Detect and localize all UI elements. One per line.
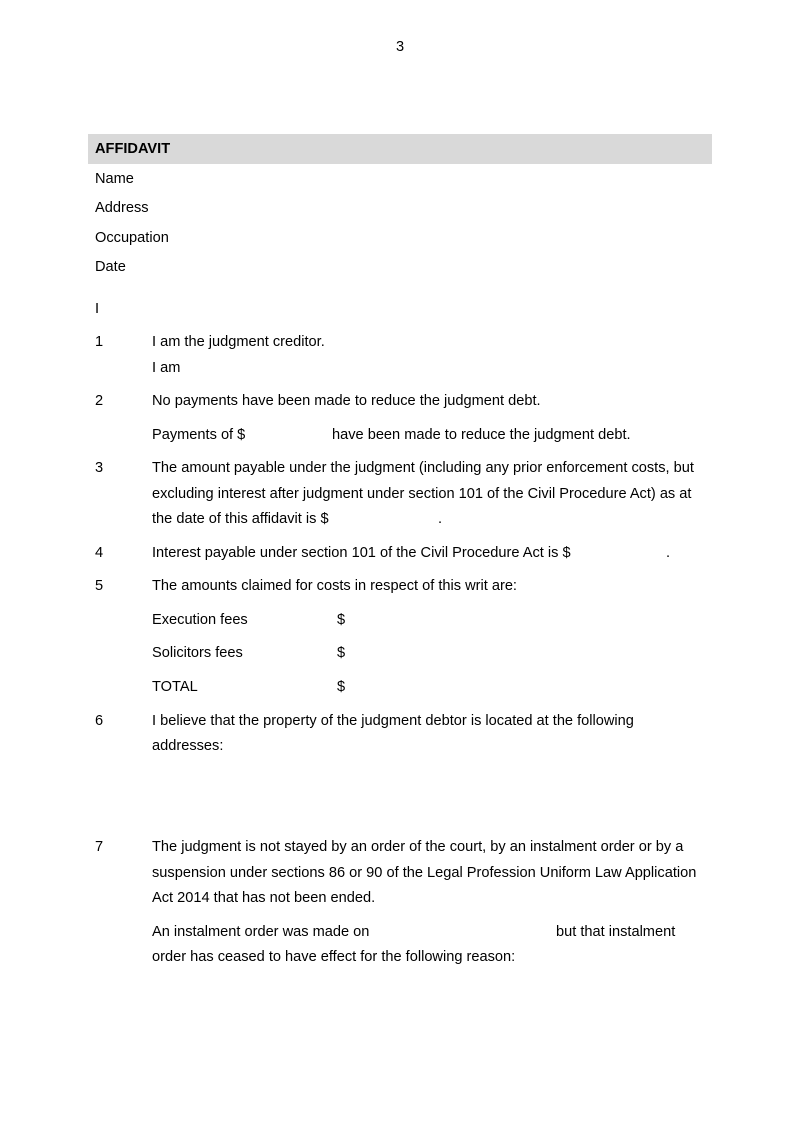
paragraph-3-line-2: excluding interest after judgment under section 101 of the Civil Procedure Act) as at bbox=[152, 486, 692, 502]
paragraph-number-2: 2 bbox=[95, 393, 104, 409]
date-label: Date bbox=[95, 259, 126, 275]
paragraph-3-line-3-end: . bbox=[438, 511, 443, 527]
total-label: TOTAL bbox=[152, 679, 198, 695]
paragraph-6-line-1: I believe that the property of the judgment debtor is located at the following bbox=[152, 713, 634, 729]
affidavit-header-bar bbox=[88, 134, 712, 164]
affidavit-title: AFFIDAVIT bbox=[95, 141, 171, 157]
paragraph-7-instalment-suffix: but that instalment bbox=[556, 924, 676, 940]
paragraph-2-payments-suffix: have been made to reduce the judgment debt. bbox=[332, 427, 631, 443]
paragraph-6-line-2: addresses: bbox=[152, 738, 224, 754]
paragraph-number-4: 4 bbox=[95, 545, 104, 561]
solicitors-fees-currency: $ bbox=[337, 645, 346, 661]
paragraph-1-line-2: I am bbox=[152, 360, 181, 376]
paragraph-4-line-1-end: . bbox=[666, 545, 671, 561]
paragraph-number-7: 7 bbox=[95, 839, 104, 855]
execution-fees-label: Execution fees bbox=[152, 612, 248, 628]
page-number: 3 bbox=[395, 39, 405, 55]
paragraph-2-payments-label: Payments of $ bbox=[152, 427, 246, 443]
paragraph-3-line-3: the date of this affidavit is $ bbox=[152, 511, 329, 527]
paragraph-3-line-1: The amount payable under the judgment (including any prior enforcement costs, but bbox=[152, 460, 694, 476]
solicitors-fees-label: Solicitors fees bbox=[152, 645, 243, 661]
execution-fees-currency: $ bbox=[337, 612, 346, 628]
paragraph-number-1: 1 bbox=[95, 334, 104, 350]
paragraph-5-line-1: The amounts claimed for costs in respect of this writ are: bbox=[152, 578, 517, 594]
occupation-label: Occupation bbox=[95, 230, 169, 246]
address-label: Address bbox=[95, 200, 149, 216]
paragraph-number-3: 3 bbox=[95, 460, 104, 476]
total-currency: $ bbox=[337, 679, 346, 695]
paragraph-4-line-1: Interest payable under section 101 of the Civil Procedure Act is $ bbox=[152, 545, 571, 561]
paragraph-7-line-2: suspension under sections 86 or 90 of the Legal Profession Uniform Law Application bbox=[152, 865, 697, 881]
paragraph-2-line-1: No payments have been made to reduce the judgment debt. bbox=[152, 393, 541, 409]
paragraph-7-line-5: order has ceased to have effect for the following reason: bbox=[152, 949, 516, 965]
paragraph-7-line-3: Act 2014 that has not been ended. bbox=[152, 890, 376, 906]
paragraph-7-line-1: The judgment is not stayed by an order of the court, by an instalment order or by a bbox=[152, 839, 684, 855]
paragraph-number-5: 5 bbox=[95, 578, 104, 594]
paragraph-1-line-1: I am the judgment creditor. bbox=[152, 334, 325, 350]
paragraph-7-instalment-label: An instalment order was made on bbox=[152, 924, 370, 940]
paragraph-number-6: 6 bbox=[95, 713, 104, 729]
name-label: Name bbox=[95, 171, 134, 187]
intro-pronoun: I bbox=[95, 301, 100, 317]
